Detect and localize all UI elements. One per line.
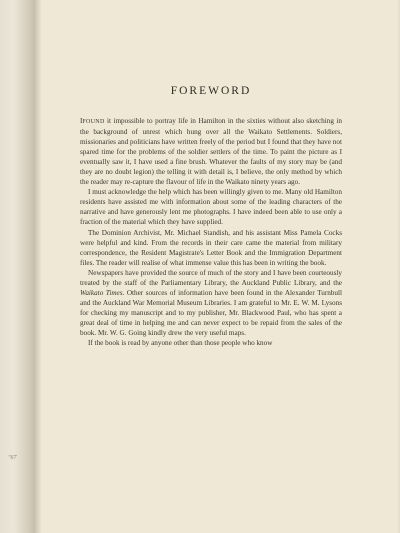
paragraph-2: I must acknowledge the help which has been willingly given to me. Many old Hamilton residents have assisted me with information about some of the leading characters of the narrative and have generously lent me photographs. I have indeed been able to use only a fraction of the material which they have supplied. <box>80 188 342 227</box>
paragraph-1 <box>80 116 342 187</box>
paragraph-3: The Dominion Archivist, Mr. Michael Standish, and his assistant Miss Pamela Cocks were helpful and kind. From the records in their care came the material from military correspondence, the Resident Magistrate's Letter Book and the Immigration Department files. The reader will realise of what immense value this has been in writing the book. <box>80 228 342 267</box>
paragraph-4 <box>80 268 342 338</box>
gutter-mark: "67 <box>8 455 17 461</box>
paragraph-5: If the book is read by anyone other than those people who know <box>88 339 273 348</box>
spine-shadow <box>34 0 42 533</box>
left-page-gutter <box>0 0 34 533</box>
page-content <box>80 85 342 348</box>
newspaper-title: Waikato Times. <box>80 288 125 297</box>
paragraph-4-after: Other sources of information have been found in the Alexander Turnbull and the Auckland War Memorial Museum Libraries. I am grateful to Mr. E. W. M. Lysons for checking my manuscript and to my publisher, Mr. Blackwood Paul, who has spent a great deal of time in helping me and can never expect to be repaid from the sales of the book. Mr. W. G. Going kindly drew the very useful maps. <box>80 288 342 337</box>
paragraph-4-before: Newspapers have provided the source of much of the story and I have been courteously treated by the staff of the Parliamentary Library, the Auckland Public Library, and the <box>80 268 342 287</box>
page-heading: FOREWORD <box>170 85 252 97</box>
paragraph-1-text: it impossible to portray life in Hamilton in the sixties without also sketching in the background of unrest which hung over all the Waikato Settlements. Soldiers, missionaries and politicians have written freely of the period but I found that they have not spared time for the problems of the soldier settlers of the time. To paint the picture as I eventually saw it, I have used a fine brush. Whatever the faults of my story may be (and they are no doubt legion) the telling it with detail is, I believe, the only method by which the reader may re-capture the flavour of life in the Waikato ninety years ago. <box>80 117 342 187</box>
paragraph-1-initial: I <box>80 117 83 125</box>
paragraph-1-smallcaps: FOUND <box>82 119 105 125</box>
book-page <box>34 0 400 533</box>
